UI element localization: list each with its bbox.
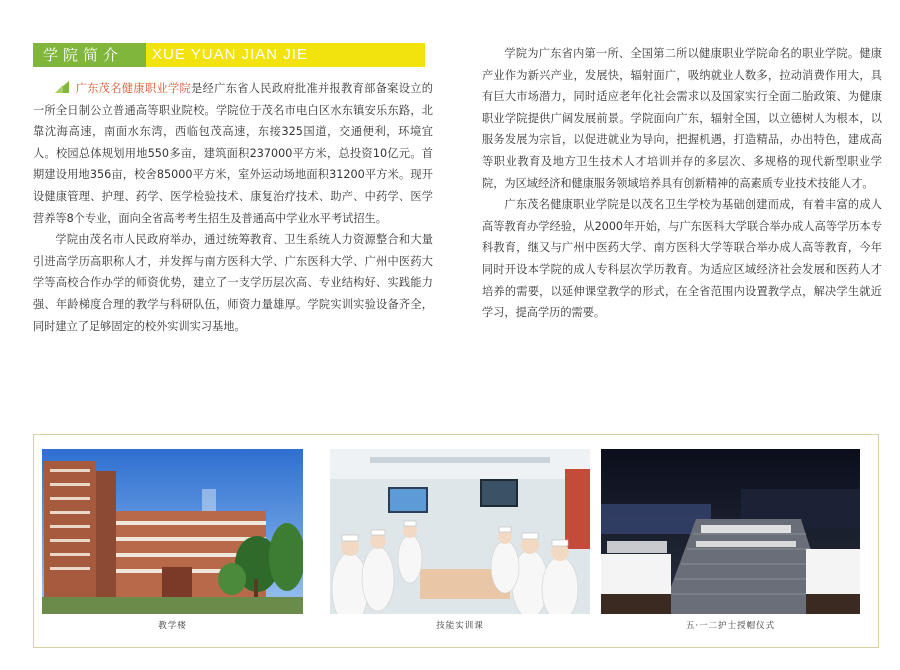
intro-paragraph-1: [33, 78, 433, 229]
college-name-highlight: 广东茂名健康职业学院: [75, 82, 192, 95]
section-title-cn: 学院简介: [33, 43, 146, 67]
photo-caption-1: 教学楼: [158, 621, 187, 631]
leaf-bullet-icon: [55, 81, 69, 93]
left-column: [33, 78, 433, 337]
intro-paragraph-4: 广东茂名健康职业学院是以茂名卫生学校为基础创建而成，有着丰富的成人高等教育办学经验，从2000年开始，与广东医科大学联合举办成人高等学历本专科教育，继又与广州中医药大学、南方医科大学等联合举办成人高等教育，今年同时开设本学院的成人专科层次学历教育。为适应区域经济社会发展和医药人才培养的需要，以延伸课堂教学的形式，在全省范围内设置教学点，解决学生就近学习，提高学历的需要。: [482, 198, 882, 320]
photo-caption-3: 五·一二护士授帽仪式: [685, 621, 776, 631]
section-title-en: XUE YUAN JIAN JIE: [152, 46, 308, 63]
intro-paragraph-3: 学院为广东省内第一所、全国第二所以健康职业学院命名的职业学院。健康产业作为新兴产业，发展快，辐射面广，吸纳就业人数多，拉动消费作用大，具有巨大市场潜力，同时适应老年化社会需求以及国家实行全面二胎政策、为健康职业学院提供广阔发展前景。学院面向广东，辐射全国，以立德树人为根本，以服务发展为宗旨，以促进就业为导向，把握机遇，打造精品，办出特色，建成高等职业教育及地方卫生技术人才培训并存的多层次、多规格的现代新型职业学院，为区域经济和健康服务领域培养具有创新精神的高素质专业技术技能人才。: [482, 47, 882, 190]
section-header: [33, 43, 425, 67]
training-class-photo: [330, 449, 590, 614]
intro-paragraph-1-text: 是经广东省人民政府批准并报教育部备案设立的一所全日制公立普通高等职业院校。学院位于茂名市电白区水东镇安乐东路，北靠沈海高速，南面水东湾，西临包茂高速，东接325国道，交通便利，环境宜人。校园总体规划用地550多亩，建筑面积237000平方米，总投资10亿元。首期建设用地356亩，校舍85000平方米，室外运动场地面积31200平方米。现开设健康管理、护理、药学、医学检验技术、康复治疗技术、助产、中药学、医学营养等8个专业，面向全省高考考生招生及普通高中学业水平考试招生。: [33, 82, 433, 225]
right-column: [482, 43, 882, 324]
building-photo: [42, 449, 303, 614]
intro-paragraph-2: 学院由茂名市人民政府举办，通过统筹教育、卫生系统人力资源整合和大量引进高学历高职称人才，并发挥与南方医科大学、广东医科大学、广州中医药大学等高校合作办学的师资优势，建立了一支学历层次高、专业结构好、实践能力强、年龄梯度合理的教学与科研队伍，师资力量雄厚。学院实训实验设备齐全，同时建立了足够固定的校外实训实习基地。: [33, 233, 433, 333]
nurse-capping-ceremony-photo: [601, 449, 860, 614]
photo-caption-2: 技能实训课: [436, 621, 484, 631]
